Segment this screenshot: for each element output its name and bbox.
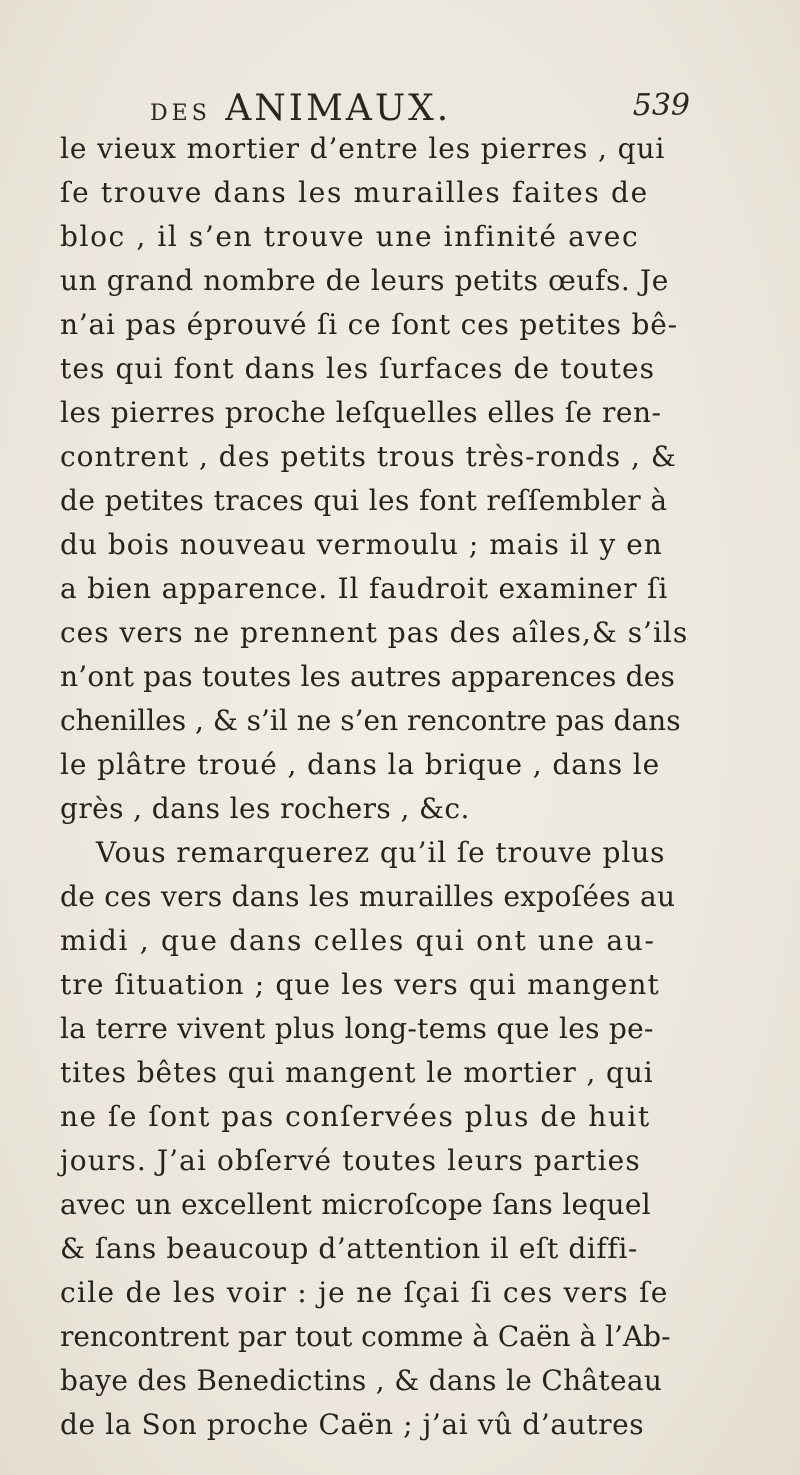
text-line: de la Son proche Caën ; j’ai vû d’autres <box>60 1408 645 1441</box>
text-line: le plâtre troué , dans la brique , dans le <box>60 748 661 781</box>
text-line: du bois nouveau vermoulu ; mais il y en <box>60 528 663 561</box>
text-line: jours. J’ai obſervé toutes leurs parties <box>60 1144 641 1177</box>
text-line: les pierres proche leſquelles elles ſe ren- <box>60 396 662 429</box>
text-line: ne ſe ſont pas conſervées plus de huit <box>60 1100 651 1133</box>
text-line: ſe trouve dans les murailles faites de <box>60 176 649 209</box>
text-line: contrent , des petits trous très-ronds , & <box>60 440 677 473</box>
text-line: Vous remarquerez qu’il ſe trouve plus <box>96 836 666 869</box>
text-line: ces vers ne prennent pas des aîles,& s’ils <box>60 616 689 649</box>
text-line: la terre vivent plus long-tems que les pe- <box>60 1012 654 1045</box>
page-number: 539 <box>632 88 690 123</box>
text-line: de ces vers dans les murailles expoſées au <box>60 880 676 913</box>
text-line: bloc , il s’en trouve une infinité avec <box>60 220 640 253</box>
text-line: n’ont pas toutes les autres apparences des <box>60 660 676 693</box>
text-line: n’ai pas éprouvé ſi ce ſont ces petites bê- <box>60 308 678 341</box>
running-title-main: ANIMAUX. <box>225 88 452 129</box>
text-line: tites bêtes qui mangent le mortier , qui <box>60 1056 654 1089</box>
running-title <box>150 88 451 129</box>
text-line: midi , que dans celles qui ont une au- <box>60 924 656 957</box>
text-line: a bien apparence. Il faudroit examiner ſi <box>60 572 669 605</box>
text-line: tre ſituation ; que les vers qui mangent <box>60 968 660 1001</box>
text-line: baye des Benedictins , & dans le Château <box>60 1364 663 1397</box>
text-line: rencontrent par tout comme à Caën à l’Ab- <box>60 1320 671 1353</box>
text-line: de petites traces qui les font reſſembler à <box>60 484 668 517</box>
text-line: cile de les voir : je ne ſçai ſi ces vers ſe <box>60 1276 669 1309</box>
text-line: tes qui font dans les ſurfaces de toutes <box>60 352 656 385</box>
text-line: grès , dans les rochers , &c. <box>60 792 470 825</box>
text-line: chenilles , & s’il ne s’en rencontre pas dans <box>60 704 681 737</box>
text-line: le vieux mortier d’entre les pierres , qui <box>60 132 666 165</box>
text-line: avec un excellent microſcope ſans lequel <box>60 1188 652 1221</box>
text-line: & ſans beaucoup d’attention il eſt diffi- <box>60 1232 638 1265</box>
text-line: un grand nombre de leurs petits œufs. Je <box>60 264 669 297</box>
running-title-small: DES <box>150 101 211 126</box>
page-header <box>150 88 690 128</box>
